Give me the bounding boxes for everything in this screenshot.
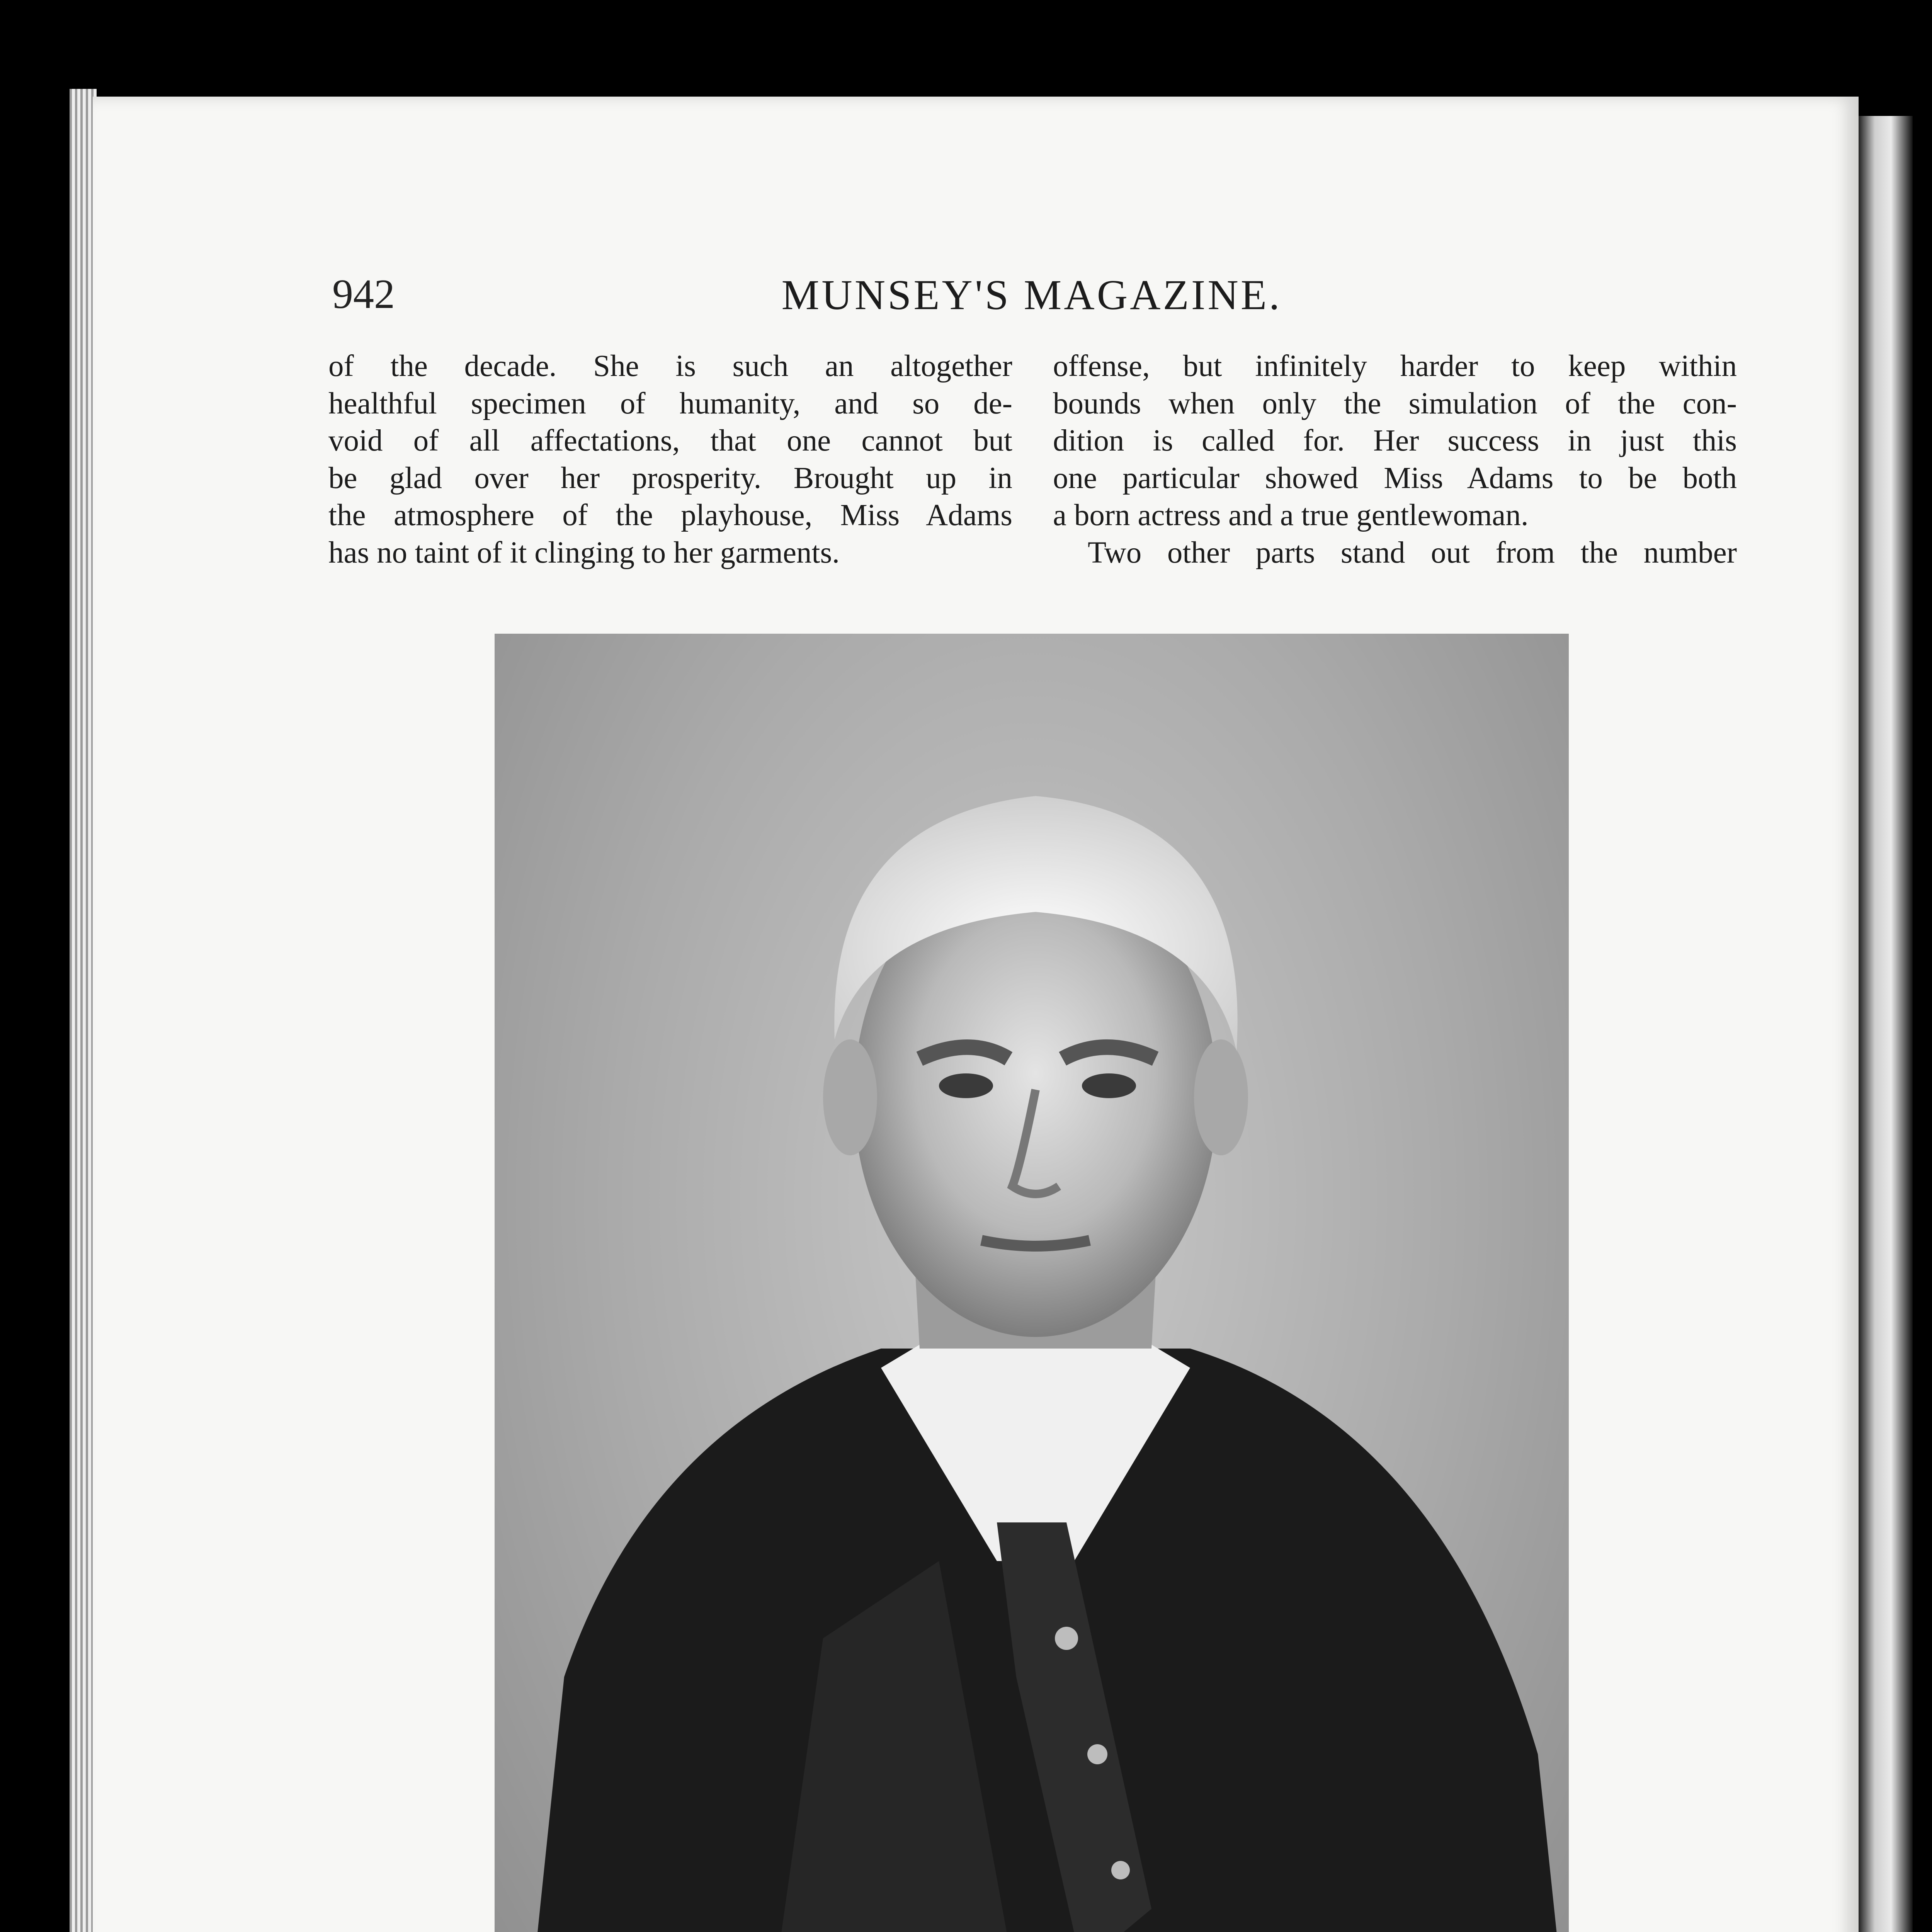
facing-page-edge [1859, 116, 1913, 1932]
text-line: healthful specimen of humanity, and so de- [328, 386, 1012, 420]
text-line: the atmosphere of the playhouse, Miss Adams [328, 498, 1012, 532]
text-line: offense, but infinitely harder to keep within [1053, 349, 1737, 383]
text-line: Two other parts stand out from the number [1088, 536, 1737, 570]
text-line: bounds when only the simulation of the con- [1053, 386, 1737, 420]
text-line: be glad over her prosperity. Brought up in [328, 461, 1012, 495]
text-line: dition is called for. Her success in just this [1053, 424, 1737, 457]
text-line: a born actress and a true gentlewoman. [1053, 498, 1529, 532]
top-left-column [328, 348, 1012, 571]
text-line: one particular showed Miss Adams to be both [1053, 461, 1737, 495]
text-line: has no taint of it clinging to her garments. [328, 536, 840, 570]
text-line: void of all affectations, that one cannot but [328, 424, 1012, 457]
running-head: MUNSEY'S MAGAZINE. [781, 271, 1282, 318]
portrait-illustration [495, 634, 1569, 1932]
page-number: 942 [332, 271, 395, 317]
portrait-photograph [495, 634, 1569, 1932]
text-line: of the decade. She is such an altogether [328, 349, 1012, 383]
page-header [332, 270, 1731, 321]
top-right-column [1053, 348, 1737, 571]
